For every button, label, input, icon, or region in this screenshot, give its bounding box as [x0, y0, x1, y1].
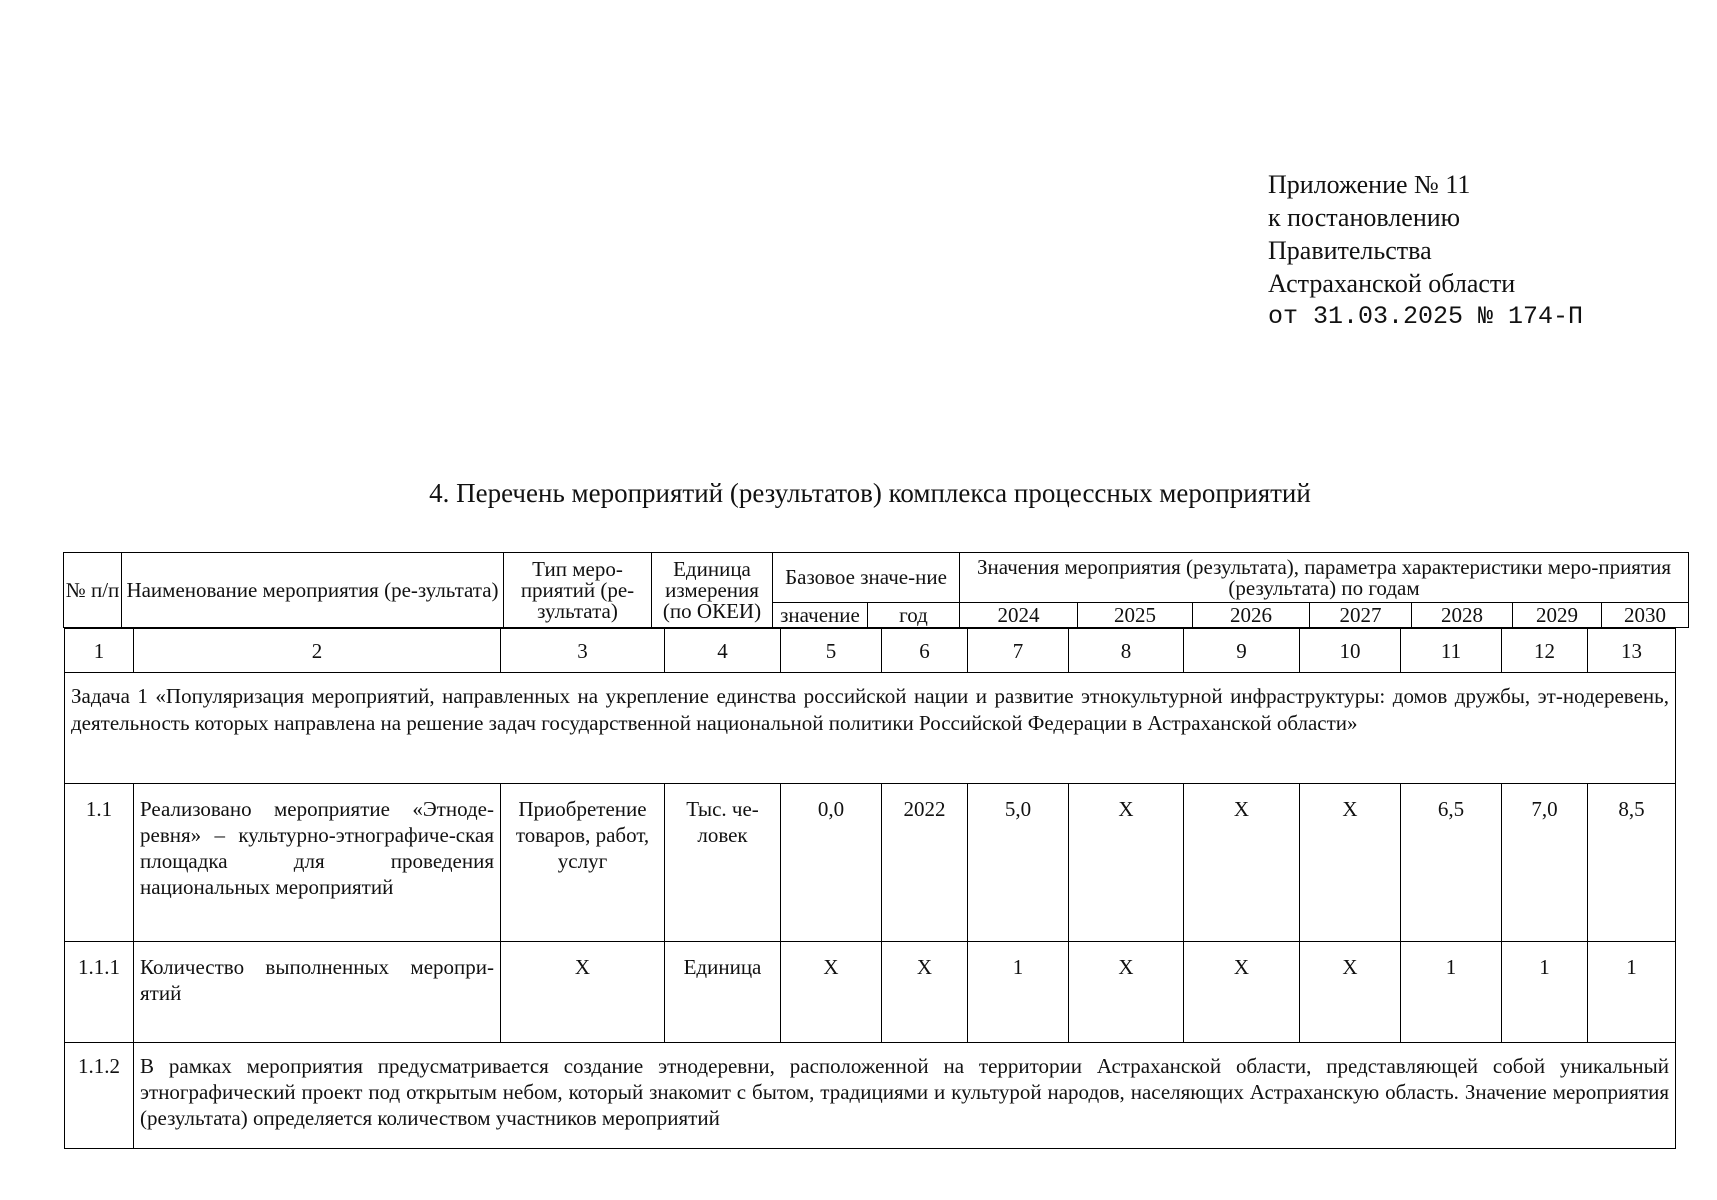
column-number: 11: [1401, 629, 1502, 673]
column-number: 13: [1588, 629, 1676, 673]
row-unit: Тыс. че-ловек: [665, 784, 781, 942]
row-value-2024: 5,0: [968, 784, 1069, 942]
row-base-value: 0,0: [781, 784, 882, 942]
header-year: 2027: [1310, 603, 1412, 628]
approval-line: Астраханской области: [1268, 269, 1516, 298]
row-value-2030: 1: [1588, 942, 1676, 1043]
row-base-year: X: [882, 942, 968, 1043]
header-base-year: год: [868, 603, 960, 628]
row-number: 1.1.2: [65, 1043, 134, 1149]
table-body: [64, 628, 1676, 1149]
row-value-2030: 8,5: [1588, 784, 1676, 942]
row-value-2026: X: [1184, 784, 1300, 942]
row-name: Реализовано мероприятие «Этноде-ревня» – культурно-этнографиче-ская площадка для проведения национальных мероприятий: [134, 784, 501, 942]
row-type: X: [501, 942, 665, 1043]
row-name: Количество выполненных меропри-ятий: [134, 942, 501, 1043]
row-value-2025: X: [1069, 784, 1184, 942]
row-value-2027: X: [1300, 942, 1401, 1043]
approval-block: [1268, 168, 1583, 333]
row-value-2026: X: [1184, 942, 1300, 1043]
column-number: 7: [968, 629, 1069, 673]
row-value-2029: 7,0: [1502, 784, 1588, 942]
header-name: Наименование мероприятия (ре-зультата): [122, 553, 504, 628]
row-description: В рамках мероприятия предусматривается создание этнодеревни, расположенной на территории Астраханской области, представляющей собой уникальный этнографический проект под открытым небом, который знакомит с бытом, традициями и культурой народов, населяющих Астраханскую область. Значение мероприятия (результата) определяется количеством участников мероприятий: [134, 1043, 1676, 1149]
table-row: [65, 784, 1676, 942]
header-year: 2030: [1602, 603, 1689, 628]
approval-date-number: от 31.03.2025 № 174-П: [1268, 302, 1584, 331]
column-number: 2: [134, 629, 501, 673]
row-number: 1.1: [65, 784, 134, 942]
column-number: 6: [882, 629, 968, 673]
header-year: 2029: [1513, 603, 1602, 628]
header-year: 2025: [1078, 603, 1193, 628]
column-number: 5: [781, 629, 882, 673]
header-num: № п/п: [64, 553, 122, 628]
table-header: [63, 552, 1689, 628]
row-base-value: X: [781, 942, 882, 1043]
header-type: Тип меро-приятий (ре-зультата): [504, 553, 652, 628]
row-value-2024: 1: [968, 942, 1069, 1043]
approval-line: к постановлению: [1268, 203, 1461, 232]
column-number: 9: [1184, 629, 1300, 673]
row-value-2029: 1: [1502, 942, 1588, 1043]
table-row: [65, 1043, 1676, 1149]
approval-line: Правительства: [1268, 236, 1432, 265]
column-number: 10: [1300, 629, 1401, 673]
row-number: 1.1.1: [65, 942, 134, 1043]
header-values: Значения мероприятия (результата), параметра характеристики меро-приятия (результата) по годам: [960, 553, 1689, 603]
column-number: 4: [665, 629, 781, 673]
header-base: Базовое значе-ние: [773, 553, 960, 603]
document-title: 4. Перечень мероприятий (результатов) комплекса процессных мероприятий: [429, 478, 1311, 508]
task-text: Задача 1 «Популяризация мероприятий, направленных на укрепление единства российской нации и развитие этнокультурной инфраструктуры: домов дружбы, эт-нодеревень, деятельность которых направлена на решение задач государственной национальной политики Российской Федерации в Астраханской области»: [65, 673, 1676, 784]
row-unit: Единица: [665, 942, 781, 1043]
row-value-2028: 6,5: [1401, 784, 1502, 942]
row-value-2028: 1: [1401, 942, 1502, 1043]
table-row: [65, 942, 1676, 1043]
row-value-2025: X: [1069, 942, 1184, 1043]
row-base-year: 2022: [882, 784, 968, 942]
header-unit: Единица измерения (по ОКЕИ): [652, 553, 773, 628]
column-number: 3: [501, 629, 665, 673]
header-year: 2026: [1193, 603, 1310, 628]
column-number: 8: [1069, 629, 1184, 673]
row-value-2027: X: [1300, 784, 1401, 942]
header-base-value: значение: [773, 603, 868, 628]
header-year: 2028: [1412, 603, 1513, 628]
header-year: 2024: [960, 603, 1078, 628]
task-row: [65, 673, 1676, 784]
row-type: Приобретение товаров, работ, услуг: [501, 784, 665, 942]
column-number-row: [65, 629, 1676, 673]
column-number: 12: [1502, 629, 1588, 673]
column-number: 1: [65, 629, 134, 673]
approval-line: Приложение № 11: [1268, 170, 1471, 199]
